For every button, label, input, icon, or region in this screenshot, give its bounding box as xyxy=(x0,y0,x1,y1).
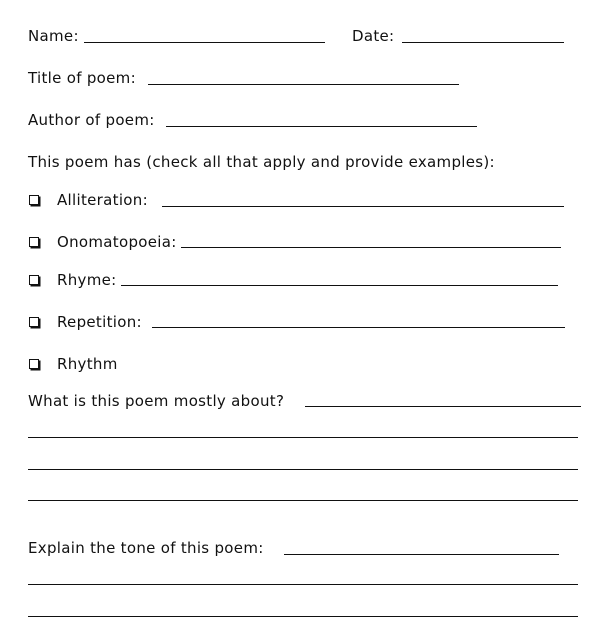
onomatopoeia-label: Onomatopoeia: xyxy=(57,233,177,251)
date-label: Date: xyxy=(352,27,395,45)
about-answer-line-3[interactable] xyxy=(28,469,578,470)
rhyme-label: Rhyme: xyxy=(57,271,117,289)
rhythm-checkbox[interactable] xyxy=(29,359,39,369)
onomatopoeia-example-line[interactable] xyxy=(181,247,561,248)
name-field-line[interactable] xyxy=(84,42,325,43)
author-label: Author of poem: xyxy=(28,111,155,129)
title-label: Title of poem: xyxy=(28,69,136,87)
tone-answer-line-3[interactable] xyxy=(28,616,578,617)
alliteration-checkbox[interactable] xyxy=(29,195,39,205)
date-field-line[interactable] xyxy=(402,42,564,43)
about-answer-line-2[interactable] xyxy=(28,437,578,438)
title-field-line[interactable] xyxy=(148,84,459,85)
tone-question-label: Explain the tone of this poem: xyxy=(28,539,264,557)
author-field-line[interactable] xyxy=(166,126,477,127)
devices-instruction: This poem has (check all that apply and provide examples): xyxy=(28,153,495,171)
alliteration-label: Alliteration: xyxy=(57,191,148,209)
name-label: Name: xyxy=(28,27,79,45)
repetition-example-line[interactable] xyxy=(152,327,565,328)
tone-answer-line-2[interactable] xyxy=(28,584,578,585)
tone-answer-line-1[interactable] xyxy=(284,554,559,555)
repetition-checkbox[interactable] xyxy=(29,317,39,327)
about-answer-line-1[interactable] xyxy=(305,406,581,407)
rhyme-checkbox[interactable] xyxy=(29,275,39,285)
repetition-label: Repetition: xyxy=(57,313,142,331)
onomatopoeia-checkbox[interactable] xyxy=(29,237,39,247)
rhythm-label: Rhythm xyxy=(57,355,118,373)
about-answer-line-4[interactable] xyxy=(28,500,578,501)
rhyme-example-line[interactable] xyxy=(121,285,558,286)
alliteration-example-line[interactable] xyxy=(162,206,564,207)
about-question-label: What is this poem mostly about? xyxy=(28,392,285,410)
